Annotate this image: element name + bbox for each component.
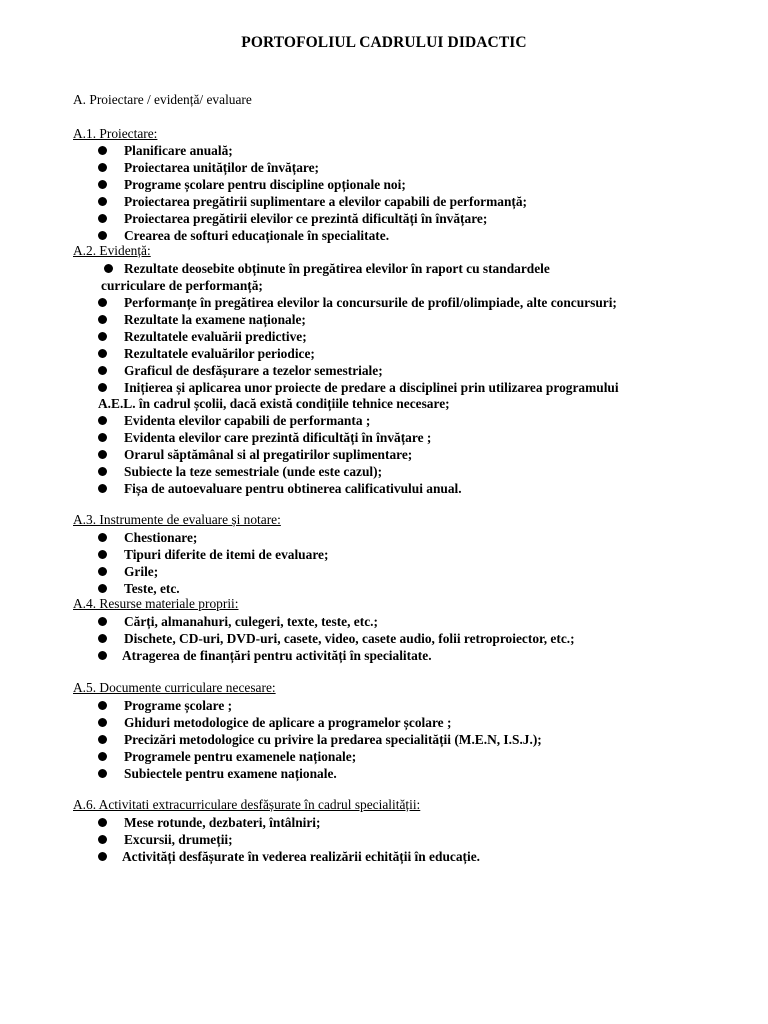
bullet-icon [98,146,107,155]
list-item: Planificare anuală; [124,143,233,158]
bullet-icon [98,180,107,189]
list-item: Orarul săptămânal si al pregatirilor suplimentare; [124,447,413,462]
list-item: Graficul de desfășurare a tezelor semestriale; [124,363,383,378]
list-item: Inițierea și aplicarea unor proiecte de predare a disciplinei prin utilizarea programului [124,380,619,395]
bullet-icon [104,264,113,273]
list-item: Precizări metodologice cu privire la predarea specialității (M.E.N, I.S.J.); [124,732,542,747]
list-item: Activități desfășurate în vederea realizării echității în educație. [122,849,480,864]
list-item: Mese rotunde, dezbateri, întâlniri; [124,815,321,830]
list-item: Programe școlare ; [124,698,233,713]
list-item: Programe școlare pentru discipline opționale noi; [124,177,406,192]
bullet-icon [98,416,107,425]
list-item: Performanțe în pregătirea elevilor la concursurile de profil/olimpiade, alte concursuri; [124,295,617,310]
list-item: Grile; [124,564,159,579]
heading-a4: A.4. Resurse materiale proprii: [73,596,239,611]
bullet-icon [98,818,107,827]
list-item: Evidenta elevilor capabili de performanta ; [124,413,371,428]
bullet-icon [98,383,107,392]
bullet-icon [98,735,107,744]
list-item: Cărți, almanahuri, culegeri, texte, teste, etc.; [124,614,378,629]
list-item: Proiectarea pregătirii elevilor ce prezintă dificultăți în învățare; [124,211,488,226]
bullet-icon [98,550,107,559]
bullet-icon [98,718,107,727]
bullet-icon [98,567,107,576]
heading-a5: A.5. Documente curriculare necesare: [73,680,276,695]
list-item: Dischete, CD-uri, DVD-uri, casete, video, casete audio, folii retroproiector, etc.; [124,631,575,646]
list-item: Evidenta elevilor care prezintă dificultăți în învățare ; [124,430,432,445]
list-item: Chestionare; [124,530,198,545]
bullet-icon [98,467,107,476]
bullet-icon [98,533,107,542]
list-item: Subiectele pentru examene naționale. [124,766,337,781]
bullet-icon [98,349,107,358]
bullet-icon [98,315,107,324]
bullet-icon [98,231,107,240]
bullet-icon [98,366,107,375]
section-a-heading: A. Proiectare / evidență/ evaluare [73,92,252,107]
bullet-icon [98,617,107,626]
bullet-icon [98,298,107,307]
list-item-continuation: A.E.L. în cadrul școlii, dacă există condițiile tehnice necesare; [98,396,450,411]
bullet-icon [98,651,107,660]
bullet-icon [98,163,107,172]
heading-a6: A.6. Activitati extracurriculare desfășurate în cadrul specialității: [73,797,421,812]
list-item: Excursii, drumeții; [124,832,233,847]
list-item: Rezultatele evaluărilor periodice; [124,346,315,361]
list-item: Crearea de softuri educaționale în specialitate. [124,228,390,243]
list-item: Ghiduri metodologice de aplicare a programelor școlare ; [124,715,452,730]
list-item: Rezultate deosebite obținute în pregătirea elevilor în raport cu standardele [124,261,550,276]
page-title: PORTOFOLIUL CADRULUI DIDACTIC [241,34,527,51]
bullet-icon [98,584,107,593]
list-item: Atragerea de finanțări pentru activități în specialitate. [122,648,432,663]
bullet-icon [98,214,107,223]
bullet-icon [98,450,107,459]
list-item: Programele pentru examenele naționale; [124,749,357,764]
bullet-icon [98,197,107,206]
bullet-icon [98,484,107,493]
list-item: Rezultate la examene naționale; [124,312,306,327]
bullet-icon [98,752,107,761]
bullet-icon [98,332,107,341]
heading-a3: A.3. Instrumente de evaluare și notare: [73,512,281,527]
bullet-icon [98,433,107,442]
heading-a2: A.2. Evidență: [73,243,151,258]
bullet-icon [98,835,107,844]
list-item: Proiectarea pregătirii suplimentare a elevilor capabili de performanță; [124,194,528,209]
list-item-continuation: curriculare de performanță; [101,278,263,293]
heading-a1: A.1. Proiectare: [73,126,158,141]
bullet-icon [98,701,107,710]
list-item: Tipuri diferite de itemi de evaluare; [124,547,329,562]
bullet-icon [98,769,107,778]
list-item: Proiectarea unităților de învățare; [124,160,319,175]
list-item: Teste, etc. [124,581,180,596]
list-item: Subiecte la teze semestriale (unde este cazul); [124,464,383,479]
list-item: Fișa de autoevaluare pentru obtinerea calificativului anual. [124,481,462,496]
bullet-icon [98,852,107,861]
list-item: Rezultatele evaluării predictive; [124,329,307,344]
bullet-icon [98,634,107,643]
